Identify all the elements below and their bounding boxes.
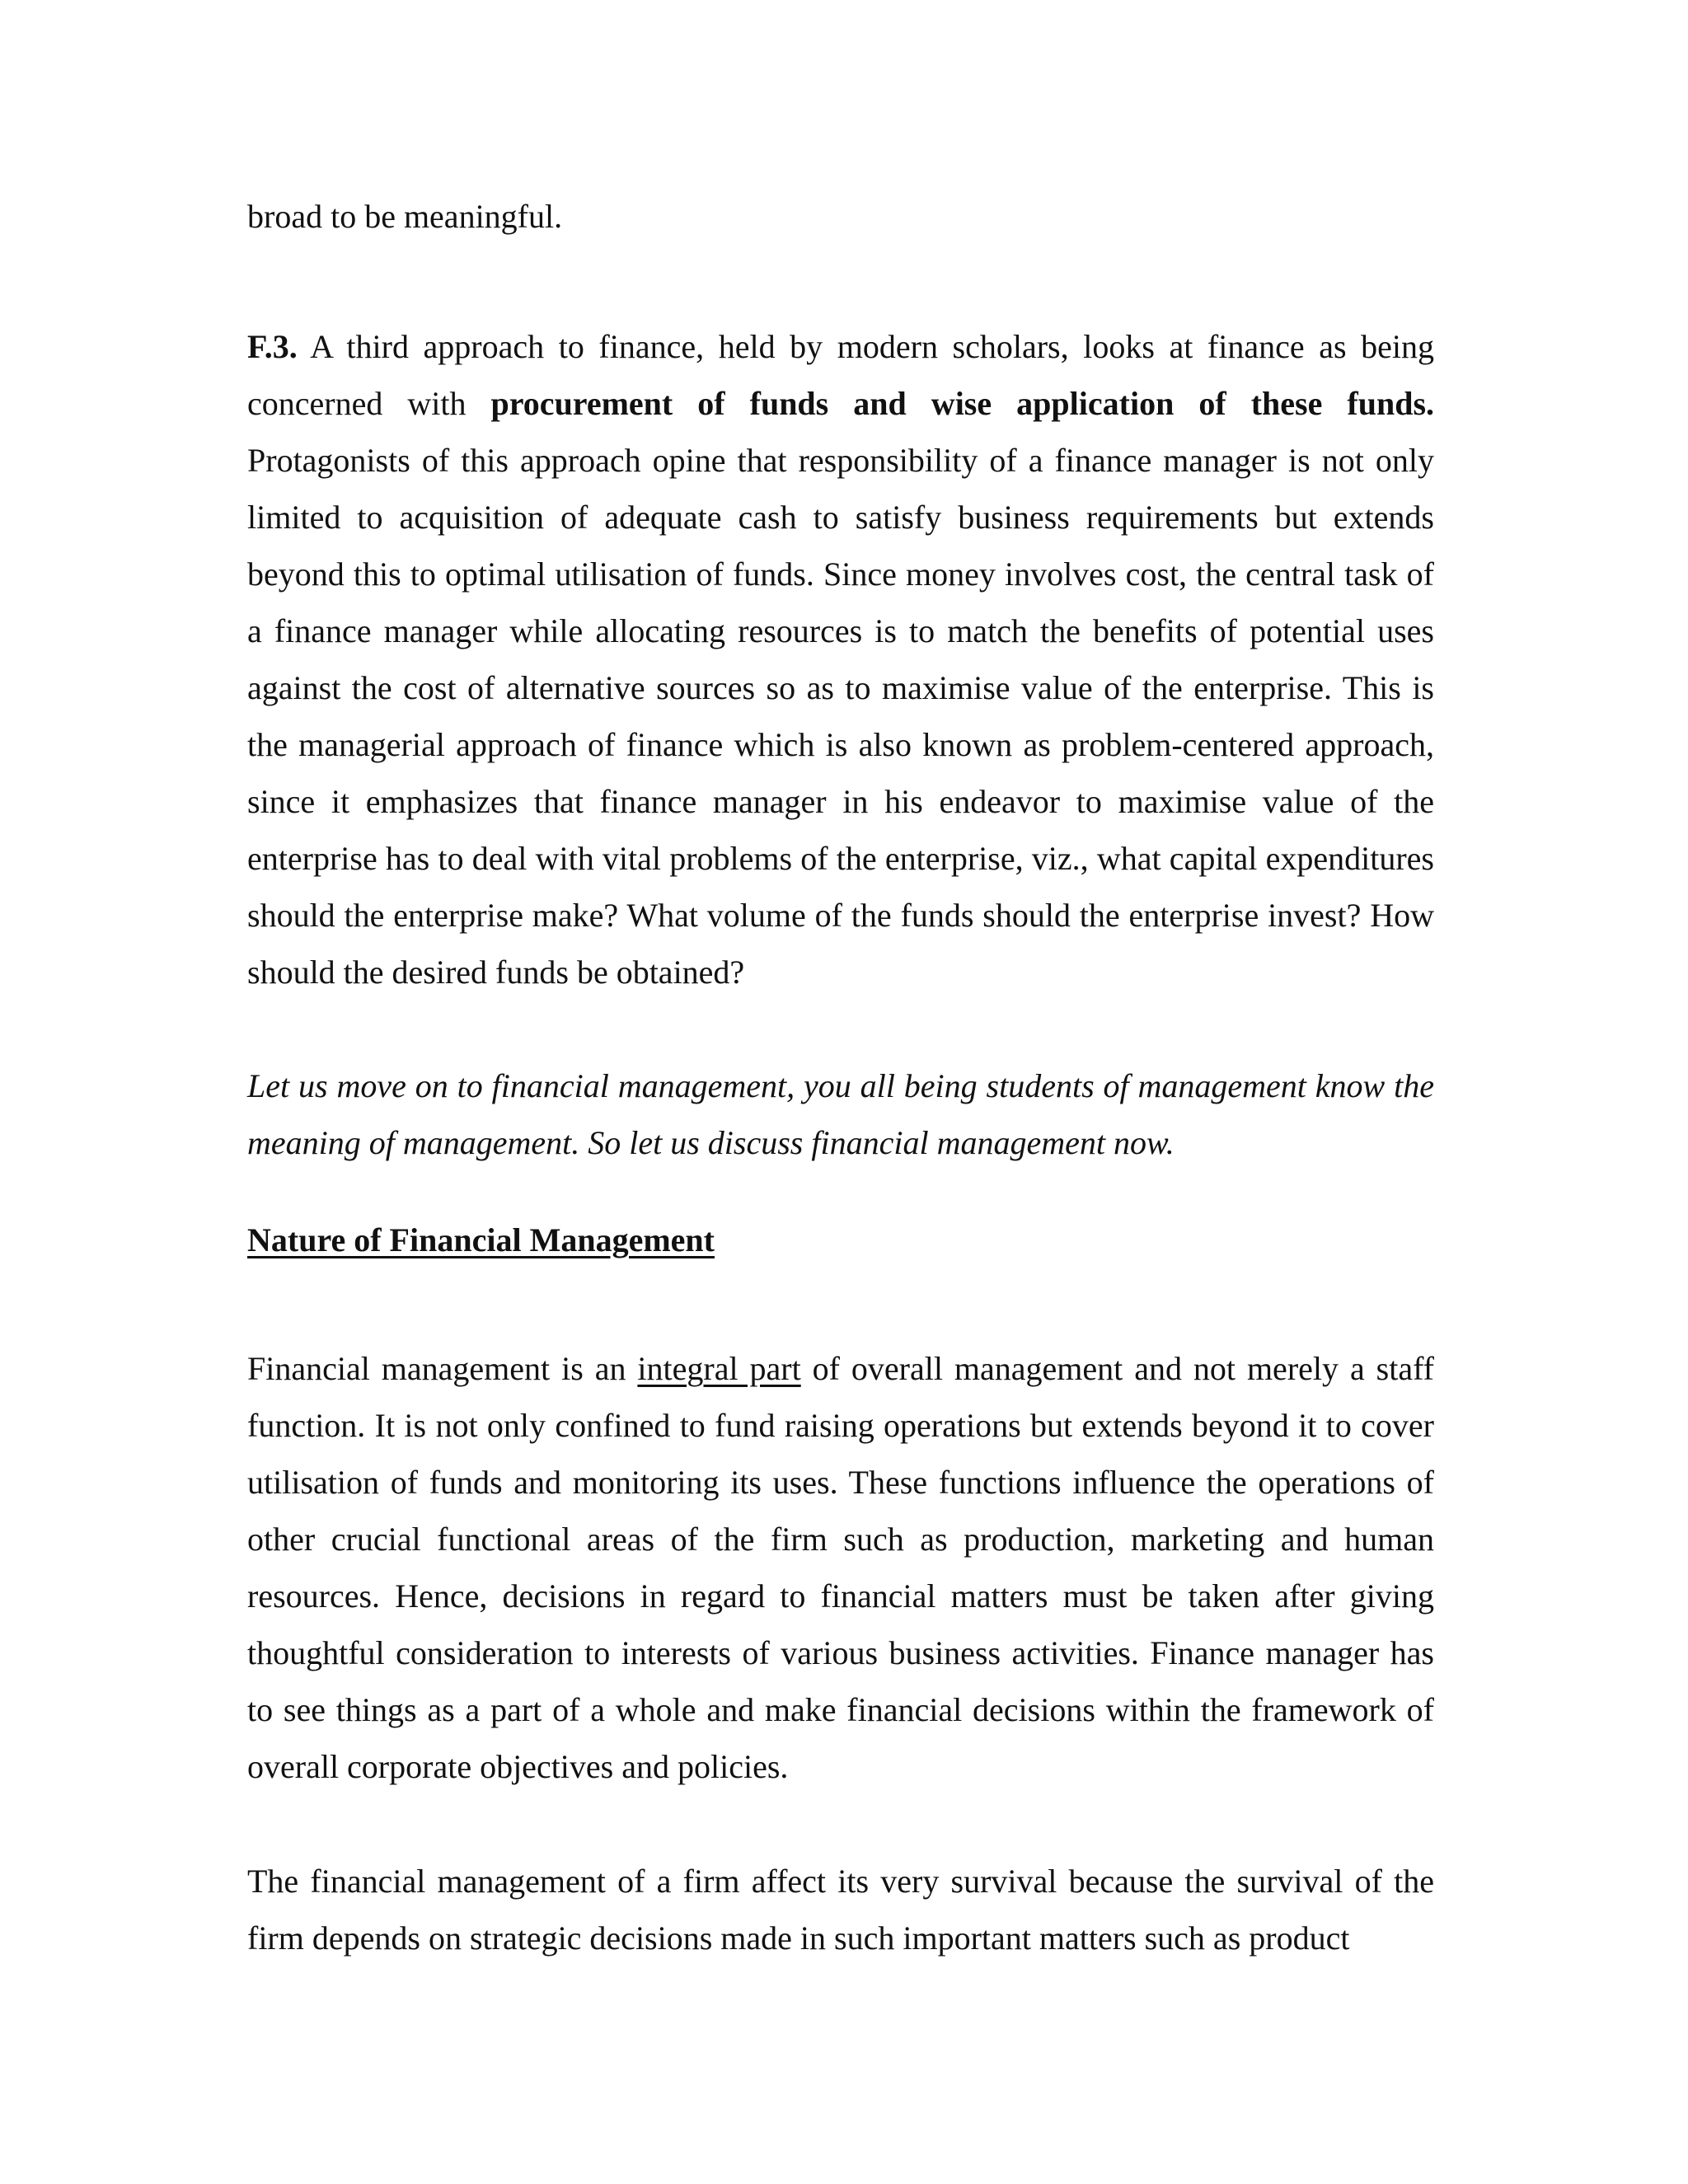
- paragraph-f3-approach: [247, 318, 1434, 1001]
- underlined-phrase-integral-part: integral part: [637, 1350, 801, 1387]
- paragraph-broad-meaningful: broad to be meaningful.: [247, 198, 563, 235]
- paragraph-italic-note: Let us move on to financial management, you all being students of management know the meaning of management. So let us discuss financial management now.: [247, 1067, 1434, 1161]
- paragraph-nature-text-1: Financial management is an: [247, 1350, 638, 1387]
- section-label-f3: F.3.: [247, 328, 298, 365]
- paragraph-f3-text-2: Protagonists of this approach opine that responsibility of a finance manager is not only limited to acquisition of adequate cash to satisfy business requirements but extends beyond this to optimal utilisation of funds. Since money involves cost, the central task of a finance manager while allocating resources is to match the benefits of potential uses against the cost of alternative sources so as to maximise value of the enterprise. This is the managerial approach of finance which is also known as problem-centered approach, since it emphasizes that finance manager in his endeavor to maximise value of the enterprise has to deal with vital problems of the enterprise, viz., what capital expenditures should the enterprise make? What volume of the funds should the enterprise invest? How should the desired funds be obtained?: [247, 442, 1434, 991]
- paragraph-nature-text-2: of overall management and not merely a staff function. It is not only confined to fund raising operations but extends beyond it to cover utilisation of funds and monitoring its uses. These functions influence the operations of other crucial functional areas of the firm such as production, marketing and human resources. Hence, decisions in regard to financial matters must be taken after giving thoughtful consideration to interests of various business activities. Finance manager has to see things as a part of a whole and make financial decisions within the framework of overall corporate objectives and policies.: [247, 1350, 1434, 1785]
- paragraph-f3-text-1: A third approach to finance, held by modern scholars, looks at finance as being concerned with: [247, 328, 1434, 422]
- bold-phrase-procurement: procurement of funds and wise application of these funds.: [490, 385, 1435, 422]
- paragraph-nature: [247, 1340, 1434, 1795]
- heading-nature-of-financial-management: Nature of Financial Management: [247, 1221, 715, 1258]
- paragraph-survival: The financial management of a firm affect its very survival because the survival of the firm depends on strategic decisions made in such important matters such as product: [247, 1863, 1434, 1957]
